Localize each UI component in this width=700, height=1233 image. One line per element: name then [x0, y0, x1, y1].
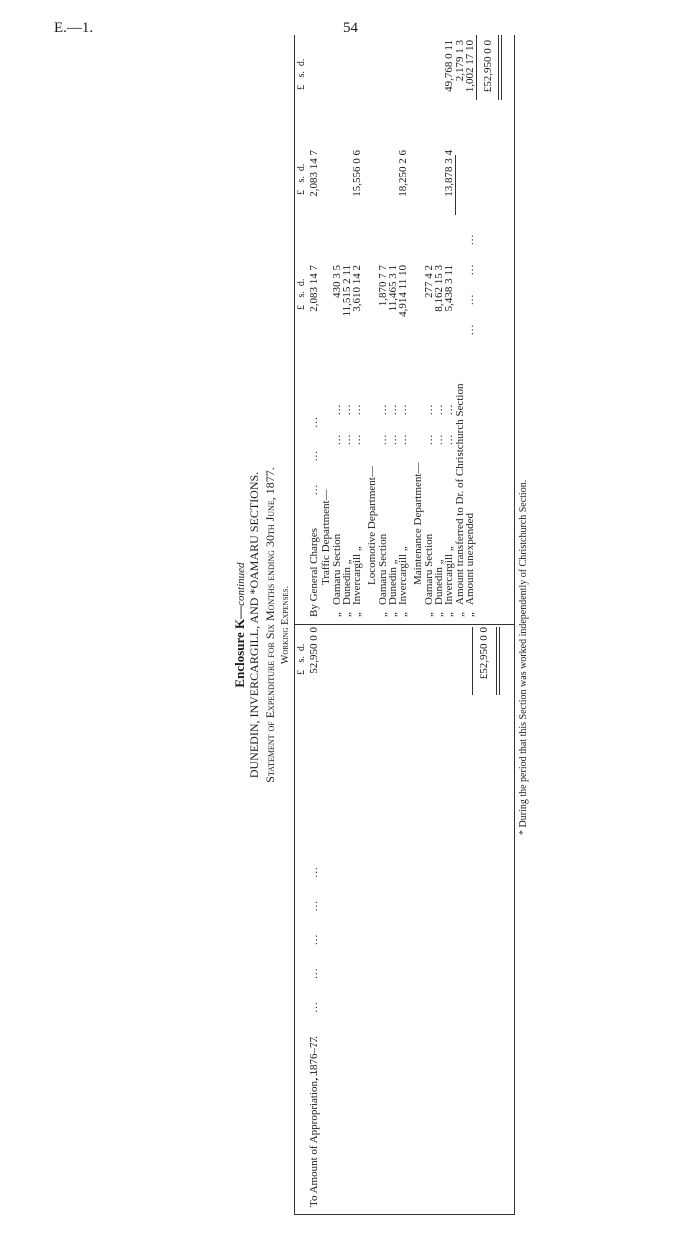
traffic-subtotal: 15,556 0 6 [351, 150, 363, 197]
currency-header-detail: £ s. d. [296, 278, 307, 310]
traffic-row: „Oamaru Section [331, 533, 343, 617]
maintenance-row: „Invercargill „ [443, 546, 455, 617]
left-total-double-rule-1 [496, 627, 497, 695]
dot-leader: ... ... [351, 403, 363, 445]
locomotive-row: „Dunedin „ [387, 559, 399, 617]
dot-leader: ... ... [443, 403, 455, 445]
traffic-heading: Traffic Department— [320, 489, 332, 585]
currency-header-subtotal: £ s. d. [296, 163, 307, 195]
currency-header-total: £ s. d. [296, 58, 307, 90]
dot-leader: ... ... ... ... ... ... ... [308, 866, 320, 1080]
left-total-double-rule-2 [499, 627, 500, 695]
sections-title: DUNEDIN, INVERCARGILL, AND *OAMARU SECTIONS. [247, 471, 261, 779]
enclosure-label: Enclosure K— [232, 605, 247, 688]
dot-leader: ... ... [377, 403, 389, 445]
general-charges-subtotal: 2,083 14 7 [308, 150, 320, 197]
right-total-double-rule-1 [498, 35, 499, 100]
right-total-double-rule-2 [501, 35, 502, 100]
enclosure-title [232, 35, 248, 1215]
appropriation-label: To Amount of Appropriation, 1876–77 [308, 1036, 320, 1207]
column-total: 1,002 17 10 [464, 40, 476, 93]
locomotive-row: „Oamaru Section [377, 533, 389, 617]
left-rule [294, 1214, 514, 1215]
unexpended-row: „Amount unexpended [464, 513, 476, 617]
page-number: 54 [343, 20, 358, 36]
maintenance-value: 5,438 3 11 [443, 265, 455, 312]
maintenance-row: „Dunedin „ [433, 559, 445, 617]
general-charges-label: By General Charges [308, 528, 320, 617]
left-total: £52,950 0 0 [478, 627, 490, 680]
locomotive-heading: Locomotive Department— [366, 466, 378, 585]
footnote: * During the period that this Section was worked independently of Christchurch Section. [518, 479, 529, 835]
dot-leader: ... ... [341, 403, 353, 445]
traffic-value: 3,610 14 2 [351, 265, 363, 312]
subtotal-rule [455, 155, 456, 215]
left-total-rule [472, 627, 473, 695]
maintenance-value: 8,162 15 3 [433, 265, 445, 312]
maintenance-value: 277 4 2 [423, 265, 435, 298]
locomotive-value: 11,465 3 1 [387, 265, 399, 312]
working-expenses-heading: Working Expenses. [280, 585, 291, 665]
locomotive-value: 1,870 7 7 [377, 265, 389, 307]
appropriation-amount: 52,950 0 0 [308, 627, 320, 674]
page-reference: E.—1. [54, 20, 94, 36]
centre-rule [294, 624, 514, 625]
traffic-value: 430 3 5 [331, 265, 343, 298]
dot-leader: ... ... ... [308, 416, 320, 495]
dot-leader: ... ... ... ... [464, 233, 476, 335]
transferred-row: „Amount transferred to Dr. of Christchurch Section [454, 383, 466, 617]
column-total: 2,179 1 3 [454, 40, 466, 82]
column-total: 49,768 0 11 [443, 40, 455, 92]
bottom-rule [514, 35, 515, 1215]
top-rule [294, 35, 295, 1215]
dot-leader: ... ... [423, 403, 435, 445]
dot-leader: ... ... [331, 403, 343, 445]
right-total: £52,950 0 0 [482, 40, 494, 93]
continued-label: continued [235, 562, 247, 606]
general-charges-detail: 2,083 14 7 [308, 265, 320, 312]
traffic-value: 11,515 2 11 [341, 265, 353, 317]
dot-leader: ... ... [387, 403, 399, 445]
locomotive-value: 4,914 11 10 [397, 265, 409, 317]
dot-leader: ... ... [433, 403, 445, 445]
right-total-rule [476, 35, 477, 100]
maintenance-heading: Maintenance Department— [412, 462, 424, 585]
locomotive-subtotal: 18,250 2 6 [397, 150, 409, 197]
maintenance-row: „Oamaru Section [423, 533, 435, 617]
maintenance-subtotal: 13,878 3 4 [443, 150, 455, 197]
dot-leader: ... ... [397, 403, 409, 445]
traffic-row: „Invercargill „ [351, 546, 363, 617]
currency-header-left: £ s. d. [296, 643, 307, 675]
locomotive-row: „Invercargill „ [397, 546, 409, 617]
traffic-row: „Dunedin „ [341, 559, 353, 617]
rotated-statement [232, 35, 532, 1215]
statement-title: Statement of Expenditure for Six Months ending 30th June, 1877. [263, 467, 277, 783]
